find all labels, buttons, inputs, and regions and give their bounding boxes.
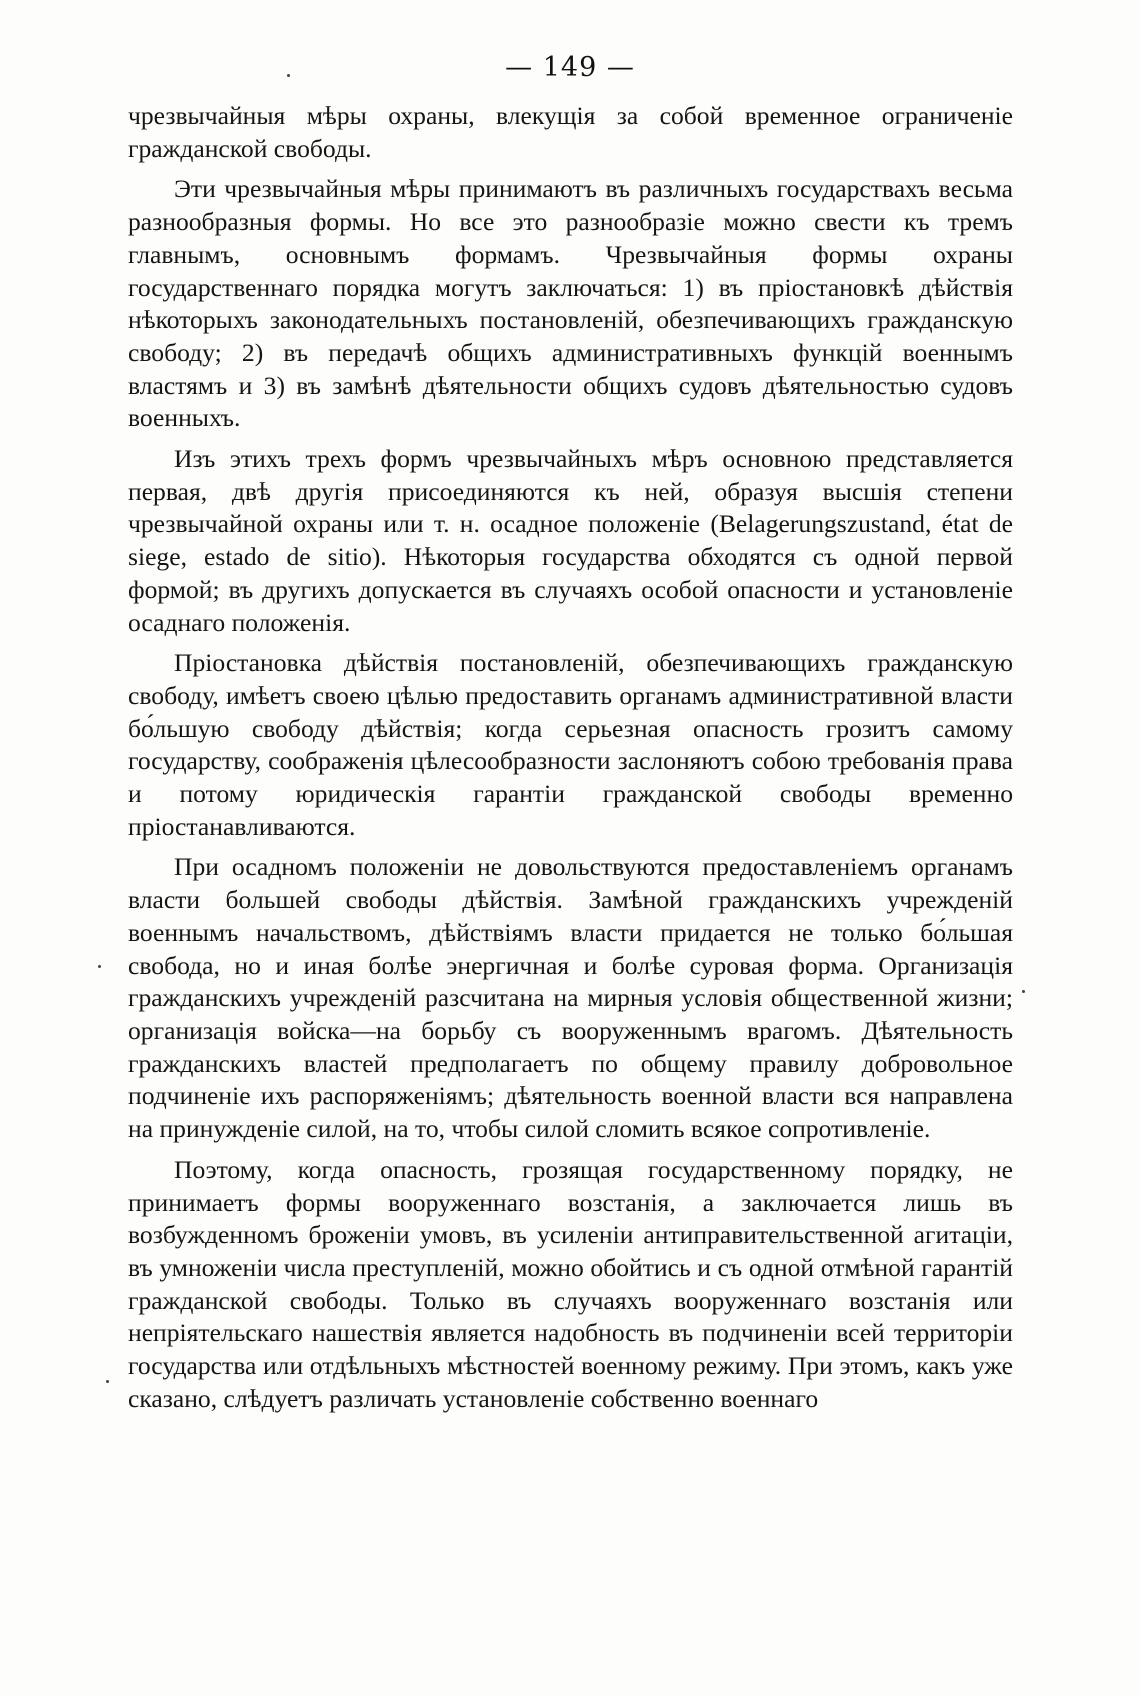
paragraph-1: чрезвычайныя мѣры охраны, влекущія за собой временное ограниченіе гражданской свободы. (128, 101, 1013, 163)
scan-speck (98, 965, 101, 968)
scan-speck (287, 74, 290, 77)
scan-speck (106, 1380, 109, 1383)
paragraph-2: Эти чрезвычайныя мѣры принимаютъ въ различныхъ государствахъ весьма разнообразныя формы. Но все это разнообразіе можно свести къ тремъ главнымъ, основнымъ формамъ. Чрезвычайныя формы охраны государственнаго порядка могутъ заключаться: 1) въ пріостановкѣ дѣйствія нѣкоторыхъ законодательныхъ постановленій, обезпечивающихъ гражданскую свободу; 2) въ передачѣ общихъ административныхъ функцій военнымъ властямъ и 3) въ замѣнѣ дѣятельности общихъ судовъ дѣятельностью судовъ военныхъ. (128, 174, 1013, 433)
paragraph-4: Пріостановка дѣйствія постановленій, обезпечивающихъ гражданскую свободу, имѣетъ своею цѣлью предоставить органамъ административной власти бо́льшую свободу дѣйствія; когда серьезная опасность грозитъ самому государству, соображенія цѣлесообразности заслоняютъ собою требованія права и потому юридическія гарантіи гражданской свободы временно пріостанавливаются. (128, 648, 1013, 841)
paragraph-3: Изъ этихъ трехъ формъ чрезвычайныхъ мѣръ основною представляется первая, двѣ другія присоединяются къ ней, образуя высшія степени чрезвычайной охраны или т. н. осадное положеніе (Belagerungszustand, état de siege, estado de sitio). Нѣкоторыя государства обходятся съ одной первой формой; въ другихъ допускается въ случаяхъ особой опасности и установленіе осаднаго положенія. (128, 444, 1013, 637)
scan-speck (1022, 990, 1025, 993)
paragraph-6: Поэтому, когда опасность, грозящая государственному порядку, не принимаетъ формы вооруженнаго возстанія, а заключается лишь въ возбужденномъ броженіи умовъ, въ усиленіи антиправительственной агитаціи, въ умноженіи числа преступленій, можно обойтись и съ одной отмѣной гарантій гражданской свободы. Только въ случаяхъ вооруженнаго возстанія или непріятельскаго нашествія является надобность въ подчиненіи всей территоріи государства или отдѣльныхъ мѣстностей военному режиму. При этомъ, какъ уже сказано, слѣдуетъ различать установленіе собственно военнаго (128, 1154, 1013, 1413)
page-number: — 149 — (505, 52, 635, 83)
body-text (128, 100, 1013, 1423)
paragraph-5: При осадномъ положеніи не довольствуются предоставленіемъ органамъ власти большей свободы дѣйствія. Замѣной гражданскихъ учрежденій военнымъ начальствомъ, дѣйствіямъ власти придается не только бо́льшая свобода, но и иная болѣе энергичная и болѣе суровая форма. Организація гражданскихъ учрежденій разсчитана на мирныя условія общественной жизни; организація войска—на борьбу съ вооруженнымъ врагомъ. Дѣятельность гражданскихъ властей предполагаетъ по общему правилу добровольное подчиненіе ихъ распоряженіямъ; дѣятельность военной власти вся направлена на принужденіе силой, на то, чтобы силой сломить всякое сопротивленіе. (128, 852, 1013, 1144)
